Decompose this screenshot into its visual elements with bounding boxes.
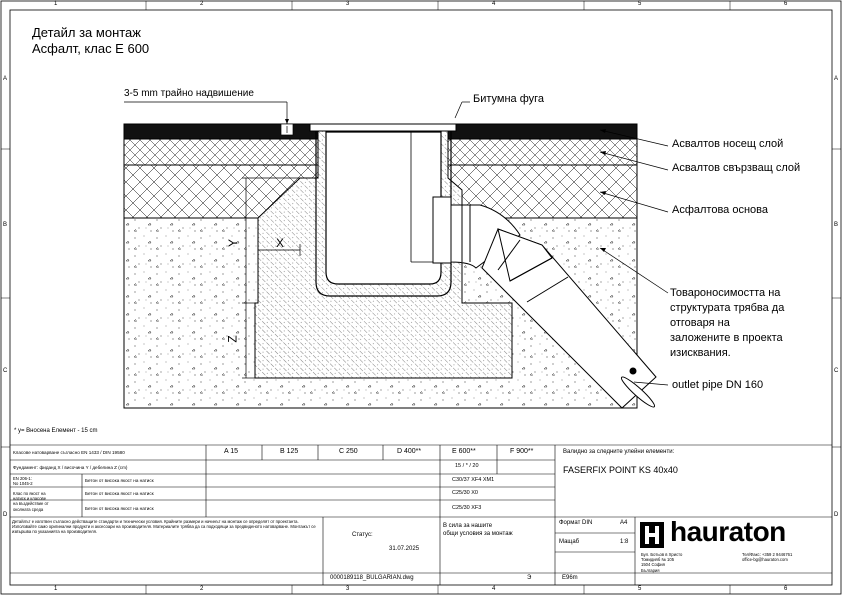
grid-number: 5: [638, 586, 642, 592]
concrete-row-label: Бетон от висока якост на натиск: [85, 491, 154, 496]
class-cell: D 400**: [397, 448, 422, 455]
grid-letter: D: [3, 512, 8, 518]
grid-letter: C: [3, 368, 8, 374]
company-address: Бул. Ботьов в Христо Томидияб № 105 1504 София България: [641, 552, 683, 573]
grid-letter: C: [834, 368, 839, 374]
status-label: Статус:: [352, 532, 373, 538]
overheight-label: 3-5 mm трайно надвишение: [124, 88, 254, 99]
brand-name: hauraton: [670, 516, 786, 547]
grid-number: 3: [346, 1, 350, 7]
class-cell: A 15: [224, 448, 239, 455]
grid-number: 1: [54, 1, 58, 7]
concrete-class: C25/30 X0: [452, 490, 478, 496]
concrete-row-label: Бетон от висока якост на натиск: [85, 506, 154, 511]
asphalt-binder-label: Асвалтов свързващ слой: [672, 162, 801, 174]
concrete-class: C30/37 XF4 XM1: [452, 477, 495, 483]
class-cell: C 250: [339, 448, 358, 455]
grid-number: 4: [492, 586, 496, 592]
grid-letter: B: [834, 222, 839, 228]
grid-letter: A: [834, 76, 839, 82]
bearing-note: Товароносимостта на структурата трябва да отговаря на заложените в проекта изисквания.: [670, 287, 785, 359]
date-value: 31.07.2025: [389, 546, 420, 552]
dimension-z: Z: [225, 335, 240, 343]
product-name: FASERFIX POINT KS 40x40: [563, 465, 678, 475]
validity-label: Валидно за следните улейни елементи:: [563, 449, 675, 455]
class-cell: F 900**: [510, 448, 534, 455]
grid-number: 2: [200, 586, 204, 592]
class-cell: B 125: [280, 448, 299, 455]
grid-letter: B: [3, 222, 8, 228]
scale-label: Мащаб: [559, 539, 580, 545]
standard-label: EN 206-1: No 1045-2: [13, 476, 33, 487]
grid-letter: D: [834, 512, 839, 518]
class-cell: E 600**: [452, 448, 476, 455]
title-line-1: Детайл за монтаж: [32, 25, 141, 40]
strength-label: Клас по якост на натиск и класове на въздействие от околната среда: [13, 491, 49, 512]
footnote: * y= Вносена Елемент - 15 cm: [14, 428, 98, 434]
grid-number: 1: [54, 586, 58, 592]
foundation-label: Фундамент: фиданд X / височина Y / дебелина Z (cm): [13, 465, 128, 470]
asphalt-wearing-label: Асвалтов носещ слой: [672, 138, 784, 150]
grid-number: 2: [200, 1, 204, 7]
outlet-pipe-label: outlet pipe DN 160: [672, 379, 764, 391]
grid-number: 4: [492, 1, 496, 7]
drawing-number: 0000189118_BULGARIAN.dwg: [330, 575, 414, 581]
notes-text: Детайлът е изготвен съгласно действащите стандарти и технически условия. Крайните размери и начинът на монтаж се определят от проектанта. Използвайте само оригинални продукти и аксесоари на производителя. Материалите трябва да са подходящи за предвиденото натоварване. Монтажът се извършва по указанията на производителя.: [12, 519, 316, 535]
grid-number: 3: [346, 586, 350, 592]
foundation-value: 15 / * / 20: [455, 463, 479, 469]
hauraton-logo: [640, 516, 830, 550]
title-line-2: Асфалт, клас E 600: [32, 41, 150, 56]
grid-letter: A: [3, 76, 8, 82]
dimension-y: Y: [226, 238, 241, 248]
class-header: Класове натоварване съгласно EN 1433 / DIN 19580: [13, 450, 125, 455]
asphalt-base-label: Асфалтова основа: [672, 204, 768, 216]
grid-number: 6: [784, 586, 788, 592]
format-label: Формат DIN: [559, 520, 593, 526]
scale-value: 1:8: [620, 539, 629, 545]
company-contact: Тел/Факс: +359 2 9446761 office-bg@hauraton.com: [742, 552, 793, 563]
grid-number: 6: [784, 1, 788, 7]
format-value: A4: [620, 520, 628, 526]
author: E96m: [562, 575, 578, 581]
revision: Э: [527, 575, 532, 581]
dimension-x: X: [276, 236, 285, 250]
logo-icon: [640, 522, 664, 548]
approval-text: В сила за нашите общи условия за монтаж: [443, 523, 513, 537]
concrete-row-label: Бетон от висока якост на натиск: [85, 478, 154, 483]
bitumen-joint-label: Битумна фуга: [473, 93, 545, 105]
grid-number: 5: [638, 1, 642, 7]
concrete-class: C25/30 XF3: [452, 505, 482, 511]
